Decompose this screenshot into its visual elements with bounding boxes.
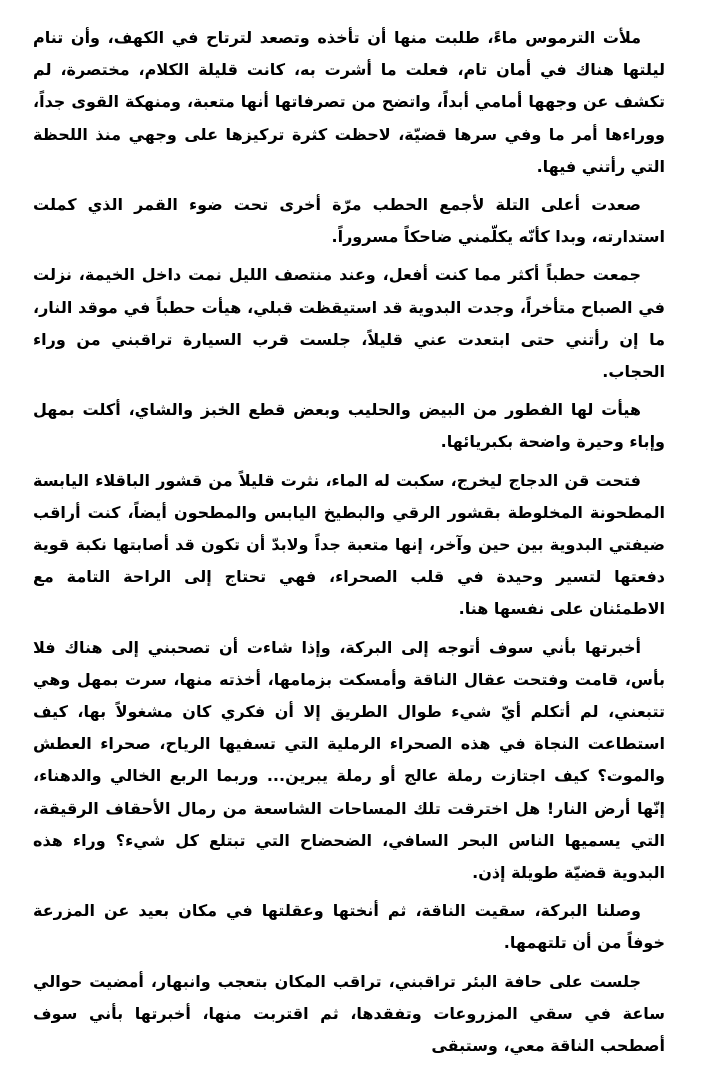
paragraph-7: وصلنا البركة، سقيت الناقة، ثم أنختها وعقلتها في مكان بعيد عن المزرعة خوفاً من أن تلتهمها. <box>33 901 665 953</box>
paragraph-2: صعدت أعلى التلة لأجمع الحطب مرّة أخرى تحت ضوء القمر الذي كملت استدارته، وبدا كأنّه يكلّمني ضاحكاً مسروراً. <box>33 195 665 247</box>
paragraph-8: جلست على حافة البئر تراقبني، تراقب المكان بتعجب وانبهار، أمضيت حوالي ساعة في سقي المزروعات وتفقدها، ثم اقتربت منها، أخبرتها بأني سوف أصطحب الناقة معي، وستبقى <box>33 971 665 1056</box>
paragraph-5: فتحت قن الدجاج ليخرج، سكبت له الماء، نثرت قليلاً من قشور الباقلاء اليابسة المطحونة المخلوطة بقشور الرقي والبطيخ اليابس والمطحون أيضاً، كنت أراقب ضيفتي البدوية بين حين وآخر، إنها متعبة جداً ولابدّ أن تكون قد أصابتها نكبة قوية دفعتها لتسير وحيدة في قلب الصحراء، فهي تحتاج إلى الراحة التامة مع الاطمئنان على نفسها هنا. <box>33 470 665 619</box>
document-page <box>33 22 665 1068</box>
paragraph-3: جمعت حطباً أكثر مما كنت أفعل، وعند منتصف الليل نمت داخل الخيمة، نزلت في الصباح متأخراً، وجدت البدوية قد استيقظت قبلي، هيأت حطباً في موقد النار، ما إن رأتني حتى ابتعدت عني قليلاً، جلست قرب السيارة تراقبني من وراء الحجاب. <box>33 265 665 382</box>
paragraph-6: أخبرتها بأني سوف أتوجه إلى البركة، وإذا شاءت أن تصحبني إلى هناك فلا بأس، قامت وفتحت عقال الناقة وأمسكت بزمامها، أخذته منها، سرت بمهل وهي تتبعني، لم أتكلم أيّ شيء طوال الطريق إلا أن فكري كان مشغولاً بها، كيف استطاعت النجاة في هذه الصحراء الرملية التي تسفيها الرياح، صحراء العطش والموت؟ كيف اجتازت رملة عالج أو رملة يبرين... وربما الربع الخالي والدهناء، إنّها أرض النار! هل اخترقت تلك المساحات الشاسعة من رمال الأحقاف الرقيقة، التي يسميها الناس البحر السافي، الضحضاح التي تبتلع كل شيء؟ وراء هذه البدوية قضيّة طويلة إذن. <box>33 637 665 883</box>
paragraph-4: هيأت لها الفطور من البيض والحليب وبعض قطع الخبز والشاي، أكلت بمهل وإباء وحيرة واضحة بكبريائها. <box>33 400 665 452</box>
paragraph-1: ملأت الترموس ماءً، طلبت منها أن تأخذه وتصعد لترتاح في الكهف، وأن تنام ليلتها هناك في أمان تام، فعلت ما أشرت به، كانت قليلة الكلام، مختصرة، لم تكشف عن وجهها أمامي أبداً، واتضح من تصرفاتها أنها متعبة، ومنهكة القوى جداً، ووراءها أمر ما وفي سرها قضيّة، لاحظت كثرة تركيزها على وجهي منذ اللحظة التي رأتني فيها. <box>33 28 665 176</box>
